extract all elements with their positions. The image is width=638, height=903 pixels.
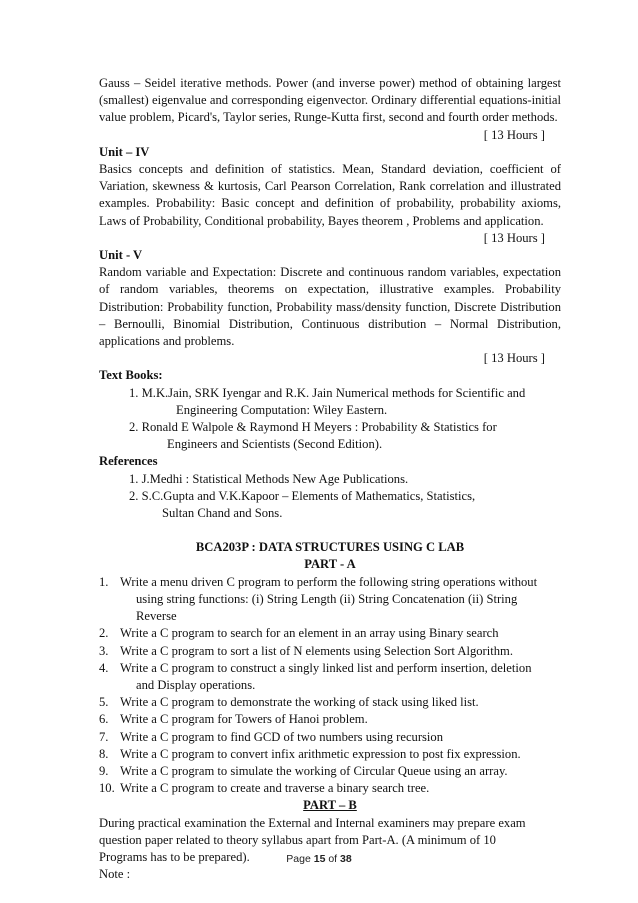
footer-of-label: of <box>328 853 338 865</box>
intro-hours: [ 13 Hours ] <box>483 127 545 142</box>
list-item: 8. Write a C program to convert infix arithmetic expression to post fix expression. <box>99 746 521 761</box>
part-b-heading: PART – B <box>303 798 357 813</box>
unit5-hours: [ 13 Hours ] <box>483 351 545 366</box>
footer-page-label: Page <box>286 853 311 865</box>
list-item: 10. Write a C program to create and traverse a binary search tree. <box>99 781 430 796</box>
list-item: 6. Write a C program for Towers of Hanoi problem. <box>99 712 368 727</box>
program-list <box>99 574 561 798</box>
unit5-text: Random variable and Expectation: Discrete and continuous random variables, expectation of random variables, theorems on expectation, illustrative examples. Probability Distribution: Probability function, Probability mass/density function, Discrete Distribution – Bernoulli, Binomial Distribution, Continuous distribution – Normal Distribution, applications and problems. <box>99 265 561 349</box>
textbook-item: 1. M.K.Jain, SRK Iyengar and R.K. Jain Numerical methods for Scientific and Engineering Computation: Wiley Eastern. <box>129 385 526 417</box>
list-item: 4. Write a C program to construct a singly linked list and perform insertion, deletion and Display operations. <box>99 660 532 692</box>
unit4-title: Unit – IV <box>99 144 150 159</box>
reference-item: 2. S.C.Gupta and V.K.Kapoor – Elements of Mathematics, Statistics, Sultan Chand and Sons. <box>129 488 476 521</box>
part-b-text: During practical examination the External and Internal examiners may prepare exam question paper related to theory syllabus apart from Part-A. (A minimum of 10 Programs has to be prepared). <box>99 815 526 864</box>
intro-paragraph: Gauss – Seidel iterative methods. Power (and inverse power) method of obtaining largest (smallest) eigenvalue and corresponding eigenvector. Ordinary differential equations-initial value problem, Picard's, Taylor series, Runge-Kutta first, second and fourth order methods. <box>99 76 561 125</box>
textbook-item: 2. Ronald E Walpole & Raymond H Meyers : Probability & Statistics for Engineers and Scientists (Second Edition). <box>129 420 497 452</box>
references-title: References <box>99 454 158 469</box>
lab-title: BCA203P : DATA STRUCTURES USING C LAB <box>195 540 465 555</box>
textbooks-title: Text Books: <box>99 368 163 383</box>
list-item: 7. Write a C program to find GCD of two numbers using recursion <box>99 729 444 744</box>
part-a-heading: PART - A <box>304 557 356 572</box>
note-label: Note : <box>99 867 131 882</box>
unit4-hours: [ 13 Hours ] <box>483 230 545 245</box>
reference-item: 1. J.Medhi : Statistical Methods New Age Publications. <box>129 471 409 486</box>
list-item: 9. Write a C program to simulate the working of Circular Queue using an array. <box>99 763 508 778</box>
footer-page-number: 15 <box>313 853 326 865</box>
list-item: 3. Write a C program to sort a list of N elements using Selection Sort Algorithm. <box>99 643 513 658</box>
list-item: 5. Write a C program to demonstrate the working of stack using liked list. <box>99 695 479 710</box>
unit4-text: Basics concepts and definition of statistics. Mean, Standard deviation, coefficient of Variation, skewness & kurtosis, Carl Pearson Correlation, Rank correlation and illustrated examples. Probability: Basic concept and definition of probability, probability axioms, Laws of Probability, Conditional probability, Bayes theorem , Problems and application. <box>99 162 561 228</box>
page-footer <box>0 853 638 865</box>
list-item: 2. Write a C program to search for an element in an array using Binary search <box>99 626 499 641</box>
list-item: 1. Write a menu driven C program to perform the following string operations without using string functions: (i) String Length (ii) String Concatenation (ii) String Reverse <box>99 574 538 624</box>
footer-page-total: 38 <box>340 853 352 865</box>
unit5-title: Unit - V <box>99 248 143 263</box>
document-page <box>99 75 561 883</box>
